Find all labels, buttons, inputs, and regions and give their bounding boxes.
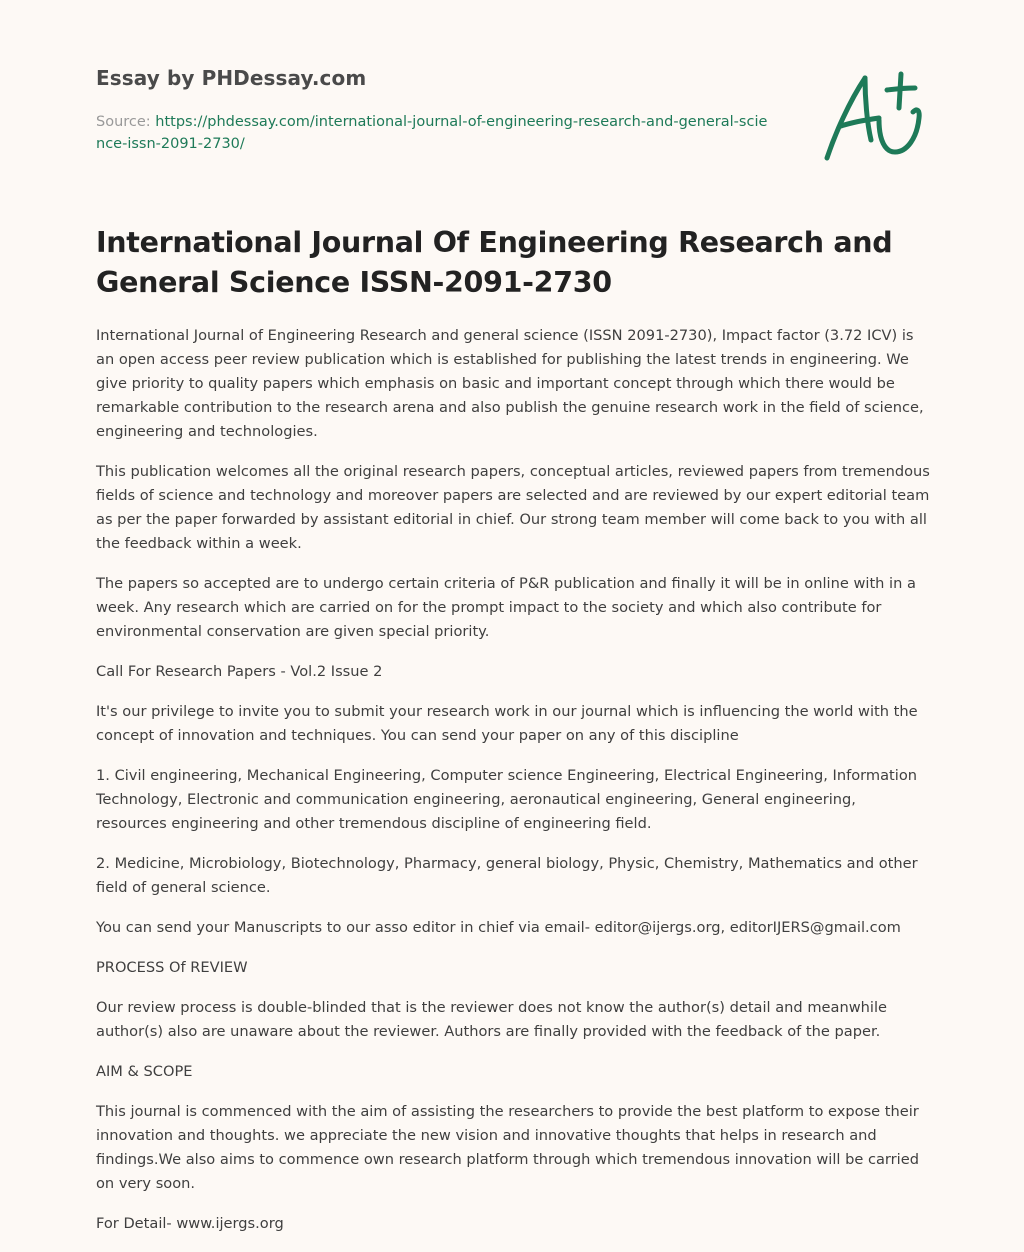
- page-header: [96, 0, 930, 200]
- source-link[interactable]: https://phdessay.com/international-journal-of-engineering-research-and-general-science-issn-2091-2730/: [96, 114, 768, 152]
- paragraph: International Journal of Engineering Research and general science (ISSN 2091-2730), Impact factor (3.72 ICV) is an open access peer review publication which is established for publishing the latest trends in engineering. We give priority to quality papers which emphasis on basic and important concept through which there would be remarkable contribution to the research arena and also publish the genuine research work in the field of science, engineering and technologies.: [96, 327, 924, 440]
- discipline-list-item: 2. Medicine, Microbiology, Biotechnology, Pharmacy, general biology, Physic, Chemistry, Mathematics and other field of general science.: [96, 855, 918, 896]
- a-plus-logo-icon: [821, 68, 931, 168]
- section-heading-review-process: PROCESS Of REVIEW: [96, 959, 248, 976]
- paragraph: The papers so accepted are to undergo certain criteria of P&R publication and finally it will be in online with in a week. Any research which are carried on for the prompt impact to the society and which also contribute for environmental conservation are given special priority.: [96, 575, 916, 640]
- paragraph: It's our privilege to invite you to submit your research work in our journal which is influencing the world with the concept of innovation and techniques. You can send your paper on any of this discipline: [96, 703, 918, 744]
- paragraph: This journal is commenced with the aim of assisting the researchers to provide the best platform to expose their innovation and thoughts. we appreciate the new vision and innovative thoughts that helps in research and findings.We also aims to commence own research platform through which tremendous innovation will be carried on very soon.: [96, 1103, 919, 1192]
- essay-title: International Journal Of Engineering Research and General Science ISSN-2091-2730: [96, 226, 893, 299]
- paragraph: This publication welcomes all the original research papers, conceptual articles, reviewed papers from tremendous fields of science and technology and moreover papers are selected and are reviewed by our expert editorial team as per the paper forwarded by assistant editorial in chief. Our strong team member will come back to you with all the feedback within a week.: [96, 463, 930, 552]
- source-label: Source:: [96, 114, 151, 130]
- essay-page: [96, 0, 930, 1232]
- brand-title: Essay by PHDessay.com: [96, 66, 367, 90]
- discipline-list-item: 1. Civil engineering, Mechanical Engineering, Computer science Engineering, Electrical Engineering, Information Technology, Electronic and communication engineering, aeronautical engineering, General engineering, resources engineering and other tremendous discipline of engineering field.: [96, 767, 917, 832]
- detail-link-line: For Detail- www.ijergs.org: [96, 1215, 284, 1232]
- essay-body: [96, 324, 930, 1252]
- section-heading-aim-scope: AIM & SCOPE: [96, 1063, 193, 1080]
- section-heading-call-for-papers: Call For Research Papers - Vol.2 Issue 2: [96, 663, 383, 680]
- paragraph: Our review process is double-blinded that is the reviewer does not know the author(s) detail and meanwhile author(s) also are unaware about the reviewer. Authors are finally provided with the feedback of the paper.: [96, 999, 887, 1040]
- source-line: [96, 111, 776, 155]
- contact-email-line: You can send your Manuscripts to our asso editor in chief via email- editor@ijergs.org, editorIJERS@gmail.com: [96, 919, 901, 936]
